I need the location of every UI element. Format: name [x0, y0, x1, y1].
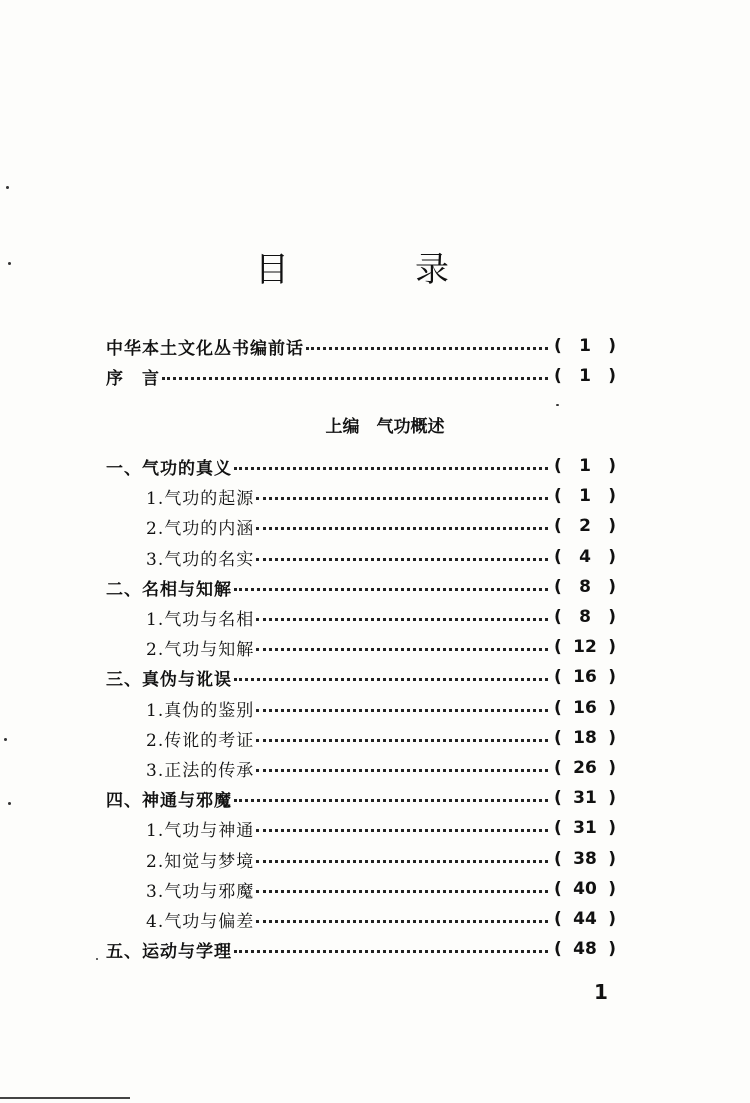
entry-page-number: 48 [573, 939, 597, 959]
paren-open: ( [554, 728, 562, 748]
page-reference [554, 698, 616, 718]
paren-open: ( [554, 547, 562, 567]
toc-subentry [146, 482, 616, 510]
paren-open: ( [554, 818, 562, 838]
entry-label: 2.知觉与梦境 [146, 851, 255, 872]
paren-open: ( [554, 456, 562, 476]
page-reference [554, 547, 616, 567]
paren-open: ( [554, 516, 562, 536]
page-number: 1 [594, 980, 608, 1004]
entry-page-number: 16 [573, 698, 597, 718]
paren-close: ) [608, 577, 616, 597]
entry-label: 2.传讹的考证 [146, 730, 255, 751]
scan-speck [96, 958, 98, 960]
paren-open: ( [554, 577, 562, 597]
paren-close: ) [608, 818, 616, 838]
page-reference [554, 486, 616, 506]
paren-open: ( [554, 909, 562, 929]
entry-page-number: 8 [579, 577, 591, 597]
toc-subentry [146, 845, 616, 873]
toc-entry [106, 784, 616, 812]
scan-speck [556, 404, 559, 406]
paren-close: ) [608, 849, 616, 869]
entry-label: 一、气功的真义 [106, 458, 232, 479]
entry-label: 4.气功与偏差 [146, 911, 255, 932]
page-reference [554, 336, 616, 356]
paren-close: ) [608, 698, 616, 718]
paren-close: ) [608, 909, 616, 929]
toc-subentry [146, 633, 616, 661]
paren-open: ( [554, 667, 562, 687]
part-heading: 上编 气功概述 [325, 417, 445, 437]
paren-close: ) [608, 486, 616, 506]
entry-label: 3.气功与邪魔 [146, 881, 255, 902]
entry-page-number: 38 [573, 849, 597, 869]
entry-page-number: 16 [573, 667, 597, 687]
scan-speck [8, 802, 11, 805]
entry-page-number: 31 [573, 788, 597, 808]
entry-label: 2.气功与知解 [146, 639, 255, 660]
toc-entry [106, 332, 616, 360]
paren-open: ( [554, 788, 562, 808]
dot-leader [256, 860, 548, 863]
entry-label: 1.气功的起源 [146, 488, 255, 509]
entry-page-number: 1 [579, 366, 591, 386]
page-reference [554, 909, 616, 929]
page-reference [554, 366, 616, 386]
paren-close: ) [608, 547, 616, 567]
page-reference [554, 456, 616, 476]
toc-entry [106, 663, 616, 691]
dot-leader [256, 618, 548, 621]
paren-open: ( [554, 366, 562, 386]
toc-subentry [146, 512, 616, 540]
entry-page-number: 12 [573, 637, 597, 657]
entry-page-number: 1 [579, 336, 591, 356]
dot-leader [256, 890, 548, 893]
paren-open: ( [554, 879, 562, 899]
entry-page-number: 8 [579, 607, 591, 627]
entry-page-number: 4 [579, 547, 591, 567]
entry-label: 序 言 [106, 368, 160, 389]
entry-label: 1.气功与名相 [146, 609, 255, 630]
entry-page-number: 18 [573, 728, 597, 748]
dot-leader [256, 527, 548, 530]
entry-label: 五、运动与学理 [106, 941, 232, 962]
page-reference [554, 939, 616, 959]
dot-leader [306, 347, 548, 350]
paren-open: ( [554, 758, 562, 778]
paren-close: ) [608, 758, 616, 778]
dot-leader [256, 769, 548, 772]
toc-subentry [146, 754, 616, 782]
toc-entry [106, 362, 616, 390]
dot-leader [256, 739, 548, 742]
paren-open: ( [554, 607, 562, 627]
entry-label: 二、名相与知解 [106, 579, 232, 600]
page-reference [554, 849, 616, 869]
paren-open: ( [554, 698, 562, 718]
dot-leader [234, 950, 548, 953]
page-reference [554, 788, 616, 808]
page-reference [554, 667, 616, 687]
page-reference [554, 637, 616, 657]
page-reference [554, 818, 616, 838]
paren-open: ( [554, 637, 562, 657]
toc-subentry [146, 905, 616, 933]
paren-close: ) [608, 939, 616, 959]
entry-label: 3.正法的传承 [146, 760, 255, 781]
dot-leader [256, 709, 548, 712]
entry-label: 三、真伪与讹误 [106, 669, 232, 690]
scan-speck [8, 262, 11, 265]
entry-label: 3.气功的名实 [146, 549, 255, 570]
toc-subentry [146, 694, 616, 722]
paren-open: ( [554, 336, 562, 356]
paren-close: ) [608, 728, 616, 748]
paren-close: ) [608, 637, 616, 657]
scan-speck [4, 738, 7, 741]
entry-page-number: 44 [573, 909, 597, 929]
entry-page-number: 1 [579, 486, 591, 506]
paren-close: ) [608, 516, 616, 536]
dot-leader [234, 588, 548, 591]
dot-leader [256, 829, 548, 832]
entry-page-number: 2 [579, 516, 591, 536]
toc-subentry [146, 875, 616, 903]
entry-page-number: 40 [573, 879, 597, 899]
page-reference [554, 516, 616, 536]
paren-open: ( [554, 486, 562, 506]
entry-label: 1.真伪的鉴别 [146, 700, 255, 721]
paren-close: ) [608, 788, 616, 808]
entry-page-number: 26 [573, 758, 597, 778]
toc-subentry [146, 603, 616, 631]
paren-open: ( [554, 939, 562, 959]
scan-speck [6, 186, 9, 189]
dot-leader [256, 648, 548, 651]
entry-label: 2.气功的内涵 [146, 518, 255, 539]
page-reference [554, 758, 616, 778]
dot-leader [256, 497, 548, 500]
dot-leader [234, 467, 548, 470]
entry-label: 1.气功与神通 [146, 820, 255, 841]
toc-entry [106, 935, 616, 963]
page-reference [554, 728, 616, 748]
toc-subentry [146, 814, 616, 842]
entry-page-number: 1 [579, 456, 591, 476]
toc-subentry [146, 724, 616, 752]
dot-leader [256, 920, 548, 923]
page-reference [554, 879, 616, 899]
paren-close: ) [608, 879, 616, 899]
page-reference [554, 577, 616, 597]
dot-leader [162, 377, 548, 380]
dot-leader [256, 558, 548, 561]
entry-label: 中华本土文化丛书编前话 [106, 338, 304, 359]
paren-close: ) [608, 336, 616, 356]
entry-label: 四、神通与邪魔 [106, 790, 232, 811]
paren-close: ) [608, 366, 616, 386]
toc-subentry [146, 543, 616, 571]
paren-open: ( [554, 849, 562, 869]
toc-entry [106, 452, 616, 480]
toc-entry [106, 573, 616, 601]
paren-close: ) [608, 456, 616, 476]
paren-close: ) [608, 607, 616, 627]
scan-edge-line [0, 1097, 130, 1099]
page-reference [554, 607, 616, 627]
paren-close: ) [608, 667, 616, 687]
entry-page-number: 31 [573, 818, 597, 838]
dot-leader [234, 678, 548, 681]
page-title: 目 录 [255, 250, 495, 290]
dot-leader [234, 799, 548, 802]
